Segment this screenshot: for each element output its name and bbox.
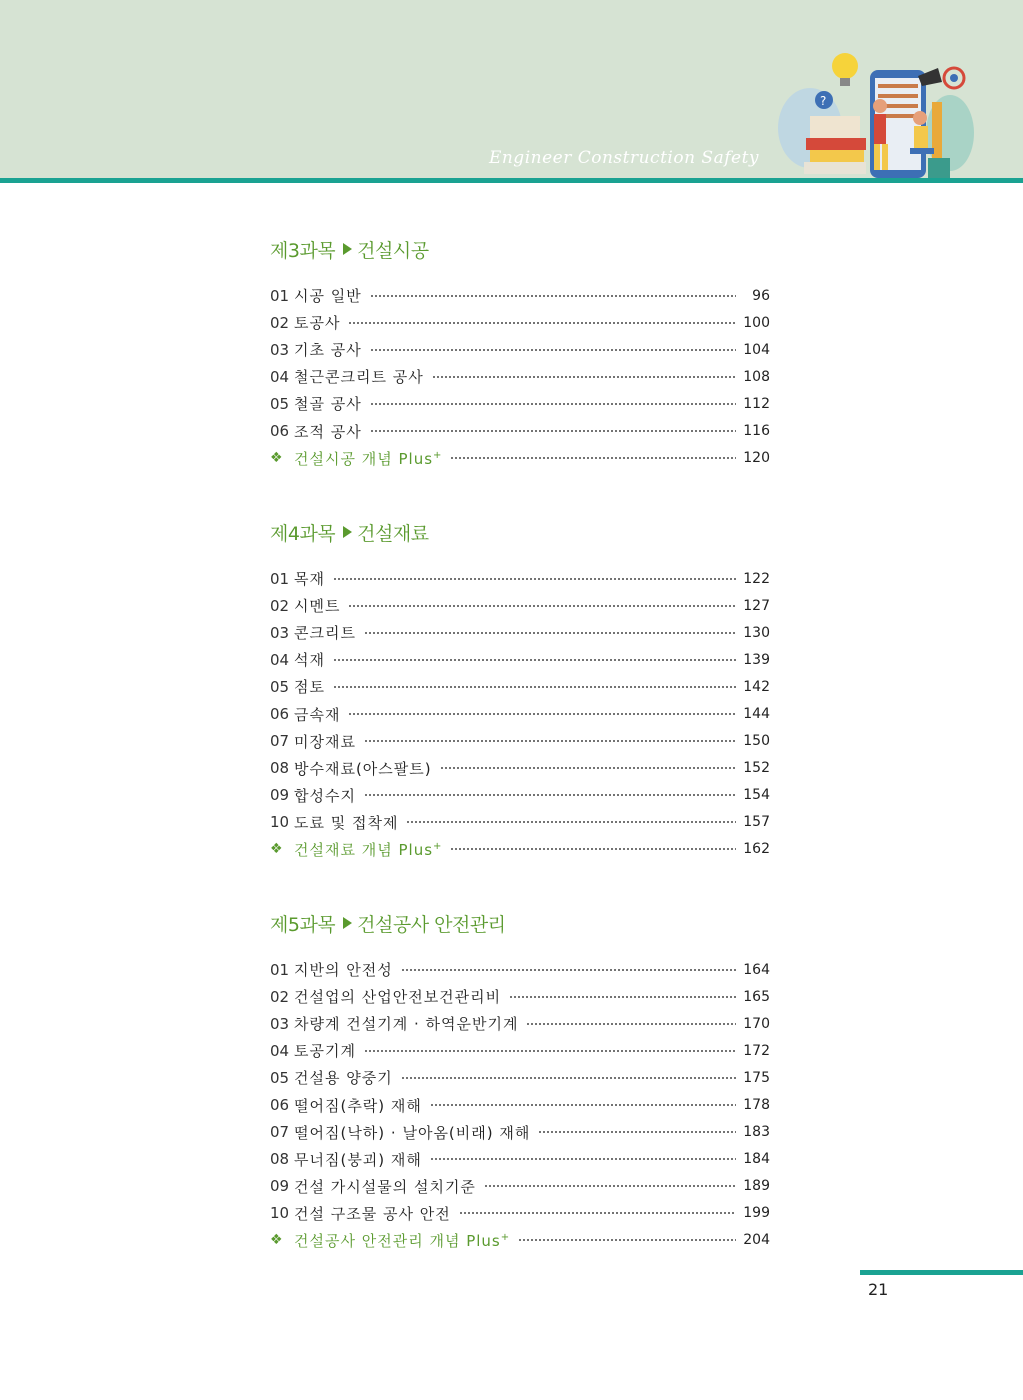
diamond-bullet-icon: ❖ [270,841,283,858]
toc-entry-number: 08 [270,759,290,778]
toc-entry-page: 154 [743,787,770,804]
diamond-bullet-icon: ❖ [270,450,283,467]
toc-entry[interactable] [270,728,770,755]
toc-entry-label: 무너짐(붕괴) 재해 [294,1150,422,1169]
toc-entry-label: 조적 공사 [294,422,362,441]
toc-entry-page: 139 [743,651,770,668]
toc-entry-number: 01 [270,569,290,588]
toc-entry[interactable] [270,755,770,782]
dot-leader [333,577,736,581]
toc-entry-label: 건설업의 산업안전보건관리비 [294,988,502,1007]
toc-entry[interactable] [270,565,770,592]
toc-entry-label: 떨어짐(낙하) · 날아옴(비래) 재해 [294,1123,531,1142]
toc-entry[interactable] [270,1091,770,1118]
section-title-text: 건설공사 안전관리 [357,913,506,936]
section-title [270,236,770,262]
toc-entry-page: 108 [743,368,770,385]
section-subject-3 [270,236,770,472]
toc-entry-label: 도료 및 접착제 [294,813,399,832]
toc-entry-label: 건설공사 안전관리 개념 Plus+ [294,1231,511,1250]
toc-entry-page: 170 [743,1015,770,1032]
page-header [0,0,1023,178]
toc-entry[interactable] [270,782,770,809]
toc-entry-page: 172 [743,1042,770,1059]
toc-entry-number: 05 [270,1068,290,1087]
toc-entry-number: 05 [270,677,290,696]
toc-entry-page: 204 [743,1232,770,1249]
toc-entry-number: 07 [270,1123,290,1142]
dot-leader [509,995,736,999]
header-divider [0,178,1023,183]
toc-entry[interactable] [270,1119,770,1146]
dot-leader [333,658,736,662]
toc-entry[interactable] [270,282,770,309]
toc-entry-number: 04 [270,1041,290,1060]
toc-entry-label: 건설 가시설물의 설치기준 [294,1177,476,1196]
footer-divider [860,1270,1023,1275]
toc-entry-page: 184 [743,1151,770,1168]
toc-entry-label: 목재 [294,570,325,589]
dot-leader [348,712,736,716]
dot-leader [484,1184,736,1188]
toc-entry-label: 차량계 건설기계 · 하역운반기계 [294,1015,519,1034]
toc-entry-number: 01 [270,286,290,305]
dot-leader [364,1049,736,1053]
section-title-prefix: 제3과목 [270,239,336,262]
dot-leader [348,604,736,608]
dot-leader [430,1103,736,1107]
toc-entry-number: 05 [270,394,290,413]
toc-entry-number: 09 [270,786,290,805]
toc-entry-label: 시공 일반 [294,287,362,306]
toc-entry-number: 06 [270,1096,290,1115]
toc-entry[interactable] [270,1173,770,1200]
plus-superscript: + [500,1231,511,1243]
dot-leader [430,1157,736,1161]
toc-entry-page: 144 [743,706,770,723]
toc-entry-label: 건설 구조물 공사 안전 [294,1204,451,1223]
toc-entry[interactable] [270,983,770,1010]
toc-entry-number: 02 [270,596,290,615]
dot-leader [526,1022,736,1026]
dot-leader [370,294,736,298]
toc-entry-number: 06 [270,422,290,441]
toc-entry-number: 03 [270,340,290,359]
toc-entry-label: 토공사 [294,314,341,333]
toc-entry[interactable] [270,956,770,983]
toc-entry-page: 183 [743,1124,770,1141]
triangle-icon [343,917,352,929]
toc-entry-plus[interactable] [270,1227,770,1254]
section-subject-5 [270,910,770,1254]
toc-entry[interactable] [270,1200,770,1227]
toc-entry-number: 10 [270,1204,290,1223]
toc-entry-page: 104 [743,341,770,358]
toc-entry-number: 03 [270,623,290,642]
toc-entry-label: 시멘트 [294,597,341,616]
toc-entry-label: 미장재료 [294,732,356,751]
toc-entry-label: 지반의 안전성 [294,961,393,980]
toc-entry-page: 152 [743,760,770,777]
section-title-text: 건설재료 [357,522,429,545]
diamond-bullet-icon: ❖ [270,1232,283,1249]
toc-entry-page: 164 [743,961,770,978]
dot-leader [370,429,736,433]
toc-entry[interactable] [270,363,770,390]
dot-leader [348,321,736,325]
toc-entry[interactable] [270,809,770,836]
dot-leader [518,1238,736,1242]
toc-entry-number: 03 [270,1014,290,1033]
toc-entry-number: 04 [270,367,290,386]
toc-entry[interactable] [270,1010,770,1037]
dot-leader [364,739,736,743]
toc-entry-label: 콘크리트 [294,624,356,643]
toc-entry[interactable] [270,417,770,444]
toc-entry-label: 건설용 양중기 [294,1069,393,1088]
toc-entry-label: 금속재 [294,705,341,724]
toc-entry-page: 100 [743,314,770,331]
dot-leader [459,1211,736,1215]
toc-entry-number: 04 [270,650,290,669]
toc-entry-page: 96 [752,287,770,304]
toc-entry[interactable] [270,390,770,417]
toc-entry[interactable] [270,1064,770,1091]
toc-entry[interactable] [270,619,770,646]
toc-entry-label: 철골 공사 [294,395,362,414]
toc-entry[interactable] [270,592,770,619]
dot-leader [364,793,736,797]
toc-entry-number: 01 [270,960,290,979]
toc-entry-label: 합성수지 [294,786,356,805]
toc-entry-page: 150 [743,733,770,750]
dot-leader [333,685,736,689]
toc-entry-page: 157 [743,814,770,831]
section-title [270,910,770,936]
dot-leader [364,631,736,635]
toc-entry-page: 162 [743,841,770,858]
triangle-icon [343,243,352,255]
toc-entry[interactable] [270,1146,770,1173]
dot-leader [450,456,736,460]
toc-entry-page: 130 [743,624,770,641]
section-title-prefix: 제5과목 [270,913,336,936]
toc-entry-label: 점토 [294,678,325,697]
toc-entry-page: 199 [743,1205,770,1222]
toc-entry-page: 175 [743,1069,770,1086]
triangle-icon [343,526,352,538]
toc-entry-number: 06 [270,705,290,724]
toc-entry-page: 122 [743,570,770,587]
toc-entry-number: 09 [270,1177,290,1196]
toc-entry-page: 112 [743,395,770,412]
toc-entry-label: 기초 공사 [294,341,362,360]
dot-leader [370,402,736,406]
dot-leader [406,820,736,824]
dot-leader [432,375,736,379]
toc-entry-page: 189 [743,1178,770,1195]
toc-entry-label: 철근콘크리트 공사 [294,368,424,387]
toc-entry-number: 10 [270,813,290,832]
toc-entry-plus[interactable] [270,445,770,472]
dot-leader [401,968,736,972]
toc-entry[interactable] [270,1037,770,1064]
toc-entry-label: 방수재료(아스팔트) [294,759,432,778]
section-title-prefix: 제4과목 [270,522,336,545]
toc-entry-page: 127 [743,597,770,614]
toc-entry-number: 07 [270,732,290,751]
dot-leader [440,766,736,770]
header-title: Engineer Construction Safety [488,148,759,168]
page-number: 21 [868,1280,889,1299]
toc-entry[interactable] [270,646,770,673]
toc-entry-page: 120 [743,450,770,467]
toc-entry-label: 토공기계 [294,1042,356,1061]
section-title-text: 건설시공 [357,239,429,262]
dot-leader [401,1076,736,1080]
toc-entry[interactable] [270,673,770,700]
svg-text:?: ? [820,94,827,108]
toc-entry-label: 석재 [294,651,325,670]
toc-entry-number: 02 [270,987,290,1006]
study-illustration [770,38,980,180]
dot-leader [450,847,736,851]
section-subject-4 [270,519,770,863]
toc-entry-page: 178 [743,1097,770,1114]
toc-entry[interactable] [270,309,770,336]
plus-superscript: + [433,449,443,461]
dot-leader [370,348,736,352]
toc-entry-number: 02 [270,313,290,332]
toc-entry-page: 165 [743,988,770,1005]
toc-entry-page: 116 [743,423,770,440]
toc-entry-label: 건설재료 개념 Plus+ [294,840,443,859]
toc-entry-plus[interactable] [270,836,770,863]
toc-entry-label: 떨어짐(추락) 재해 [294,1096,422,1115]
plus-superscript: + [433,840,443,852]
toc-entry[interactable] [270,336,770,363]
toc-entry-number: 08 [270,1150,290,1169]
toc-entry-label: 건설시공 개념 Plus+ [294,449,443,468]
section-title [270,519,770,545]
dot-leader [538,1130,736,1134]
toc-entry[interactable] [270,700,770,727]
toc-entry-page: 142 [743,678,770,695]
